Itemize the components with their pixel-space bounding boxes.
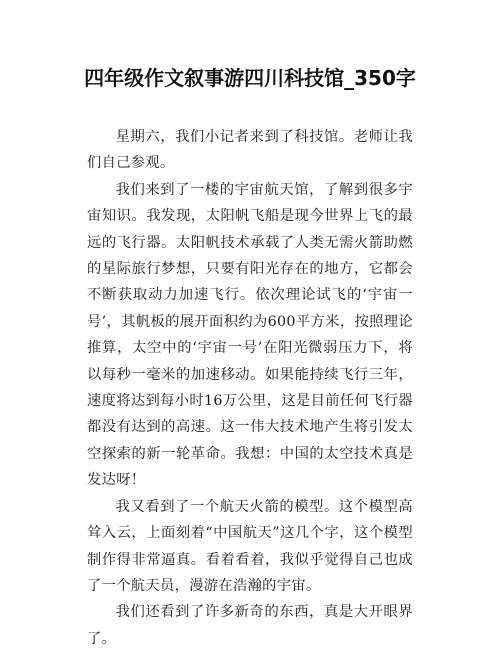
document-title: 四年级作文叙事游四川科技馆_350字 (84, 66, 416, 90)
paragraph-1: 星期六，我们小记者来到了科技馆。老师让我们自己参观。 (87, 129, 413, 172)
paragraph-4: 我们还看到了许多新奇的东西，真是大开眼界了。 (87, 604, 413, 647)
document-body (87, 124, 413, 652)
paragraph-3: 我又看到了一个航天火箭的模型。这个模型高耸入云，上面刻着“中国航天”这几个字，这个模型制作得非常逼真。看着看着，我似乎觉得自己也成了一个航天员，漫游在浩瀚的宇宙。 (87, 498, 413, 594)
paragraph-2: 我们来到了一楼的宇宙航天馆，了解到很多宇宙知识。我发现，太阳帆飞船是现今世界上飞的最远的飞行器。太阳帆技术承载了人类无需火箭助燃的星际旅行梦想，只要有阳光存在的地方，它都会不断获取动力加速飞行。依次理论试飞的‘宇宙一号’，其帆板的展开面积约为600平方米，按照理论推算，太空中的‘宇宙一号’在阳光微弱压力下，将以每秒一毫米的加速移动。如果能持续飞行三年，速度将达到每小时16万公里，这是目前任何飞行器都没有达到的高速。这一伟大技术地产生将引发太空探索的新一轮革命。我想：中国的太空技术真是发达呀！ (87, 181, 413, 489)
